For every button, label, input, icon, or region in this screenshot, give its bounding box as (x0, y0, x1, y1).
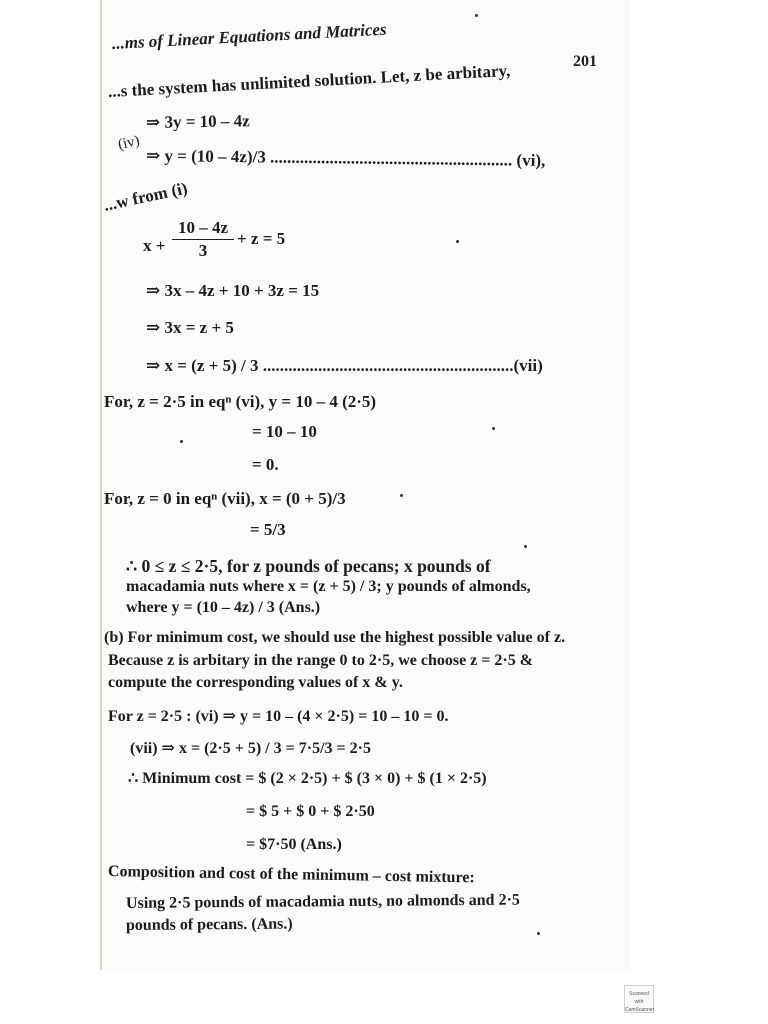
frac-eq-post: + z = 5 (237, 229, 286, 248)
conclusion-line-1: ∴ 0 ≤ z ≤ 2·5, for z pounds of pecans; x pounds of (126, 556, 491, 576)
scan-speck (524, 545, 527, 548)
min-cost-sum: = $ 5 + $ 0 + $ 2·50 (246, 803, 375, 820)
eq-line-vii: ⇒ x = (z + 5) / 3 ...........................................................(vii) (146, 356, 543, 375)
conclusion-line-2: macadamia nuts where x = (z + 5) / 3; y pounds of almonds, (126, 578, 531, 595)
from-i-label: ...w from (i) (101, 178, 190, 215)
conclusion-line-3: where y = (10 – 4z) / 3 (Ans.) (126, 599, 321, 616)
part-b-line-2: Because z is arbitary in the range 0 to 2·5, we choose z = 2·5 & (108, 652, 534, 669)
calc-y-line: For z = 2·5 : (vi) ⇒ y = 10 – (4 × 2·5) = 10 – 10 = 0. (108, 708, 449, 725)
answer-line-2: pounds of pecans. (Ans.) (125, 915, 293, 934)
scan-speck (492, 427, 495, 430)
fraction (172, 218, 234, 261)
eq-label-iv: (iv) (116, 132, 142, 154)
scan-speck (456, 240, 459, 243)
eq-line-3y: ⇒ 3y = 10 – 4z (145, 111, 250, 132)
fraction-denominator: 3 (198, 241, 208, 260)
sub-z-25-line: For, z = 2·5 in eqⁿ (vi), y = 10 – 4 (2·5) (104, 392, 377, 411)
watermark-line-2: CamScanner (625, 1007, 655, 1013)
eq-line-3x: ⇒ 3x = z + 5 (146, 318, 234, 337)
composition-heading: Composition and cost of the minimum – cost mixture: (107, 863, 475, 887)
sub-result-1: = 10 – 10 (252, 422, 317, 441)
part-b-line-3: compute the corresponding values of x & y. (108, 674, 403, 691)
page-number: 201 (573, 53, 597, 70)
watermark-line-1: Scanned with (629, 991, 649, 1005)
fraction-bar (172, 239, 234, 240)
sub-result-2: = 0. (252, 455, 279, 474)
camscanner-watermark (624, 985, 654, 1013)
scan-speck (537, 932, 540, 935)
chapter-title: ...ms of Linear Equations and Matrices (111, 19, 387, 53)
eq-line-3x-expand: ⇒ 3x – 4z + 10 + 3z = 15 (146, 281, 320, 300)
min-cost-total: = $7·50 (Ans.) (246, 836, 342, 853)
intro-line: ...s the system has unlimited solution. Let, z be arbitary, (107, 60, 511, 101)
sub-result-3: = 5/3 (250, 520, 286, 539)
frac-eq-pre: x + (143, 236, 166, 255)
scan-speck (180, 440, 183, 443)
eq-line-vi: ⇒ y = (10 – 4z)/3 ......................................................... (vi), (145, 146, 546, 170)
part-b-line-1: (b) For minimum cost, we should use the highest possible value of z. (104, 629, 566, 646)
calc-x-line: (vii) ⇒ x = (2·5 + 5) / 3 = 7·5/3 = 2·5 (130, 740, 371, 757)
scan-speck (400, 494, 403, 497)
fraction-numerator: 10 – 4z (177, 218, 229, 237)
min-cost-line: ∴ Minimum cost = $ (2 × 2·5) + $ (3 × 0) + $ (1 × 2·5) (128, 770, 487, 787)
scan-speck (475, 14, 478, 17)
sub-z-0-line: For, z = 0 in eqⁿ (vii), x = (0 + 5)/3 (104, 489, 346, 508)
answer-line-1: Using 2·5 pounds of macadamia nuts, no almonds and 2·5 (125, 891, 520, 912)
